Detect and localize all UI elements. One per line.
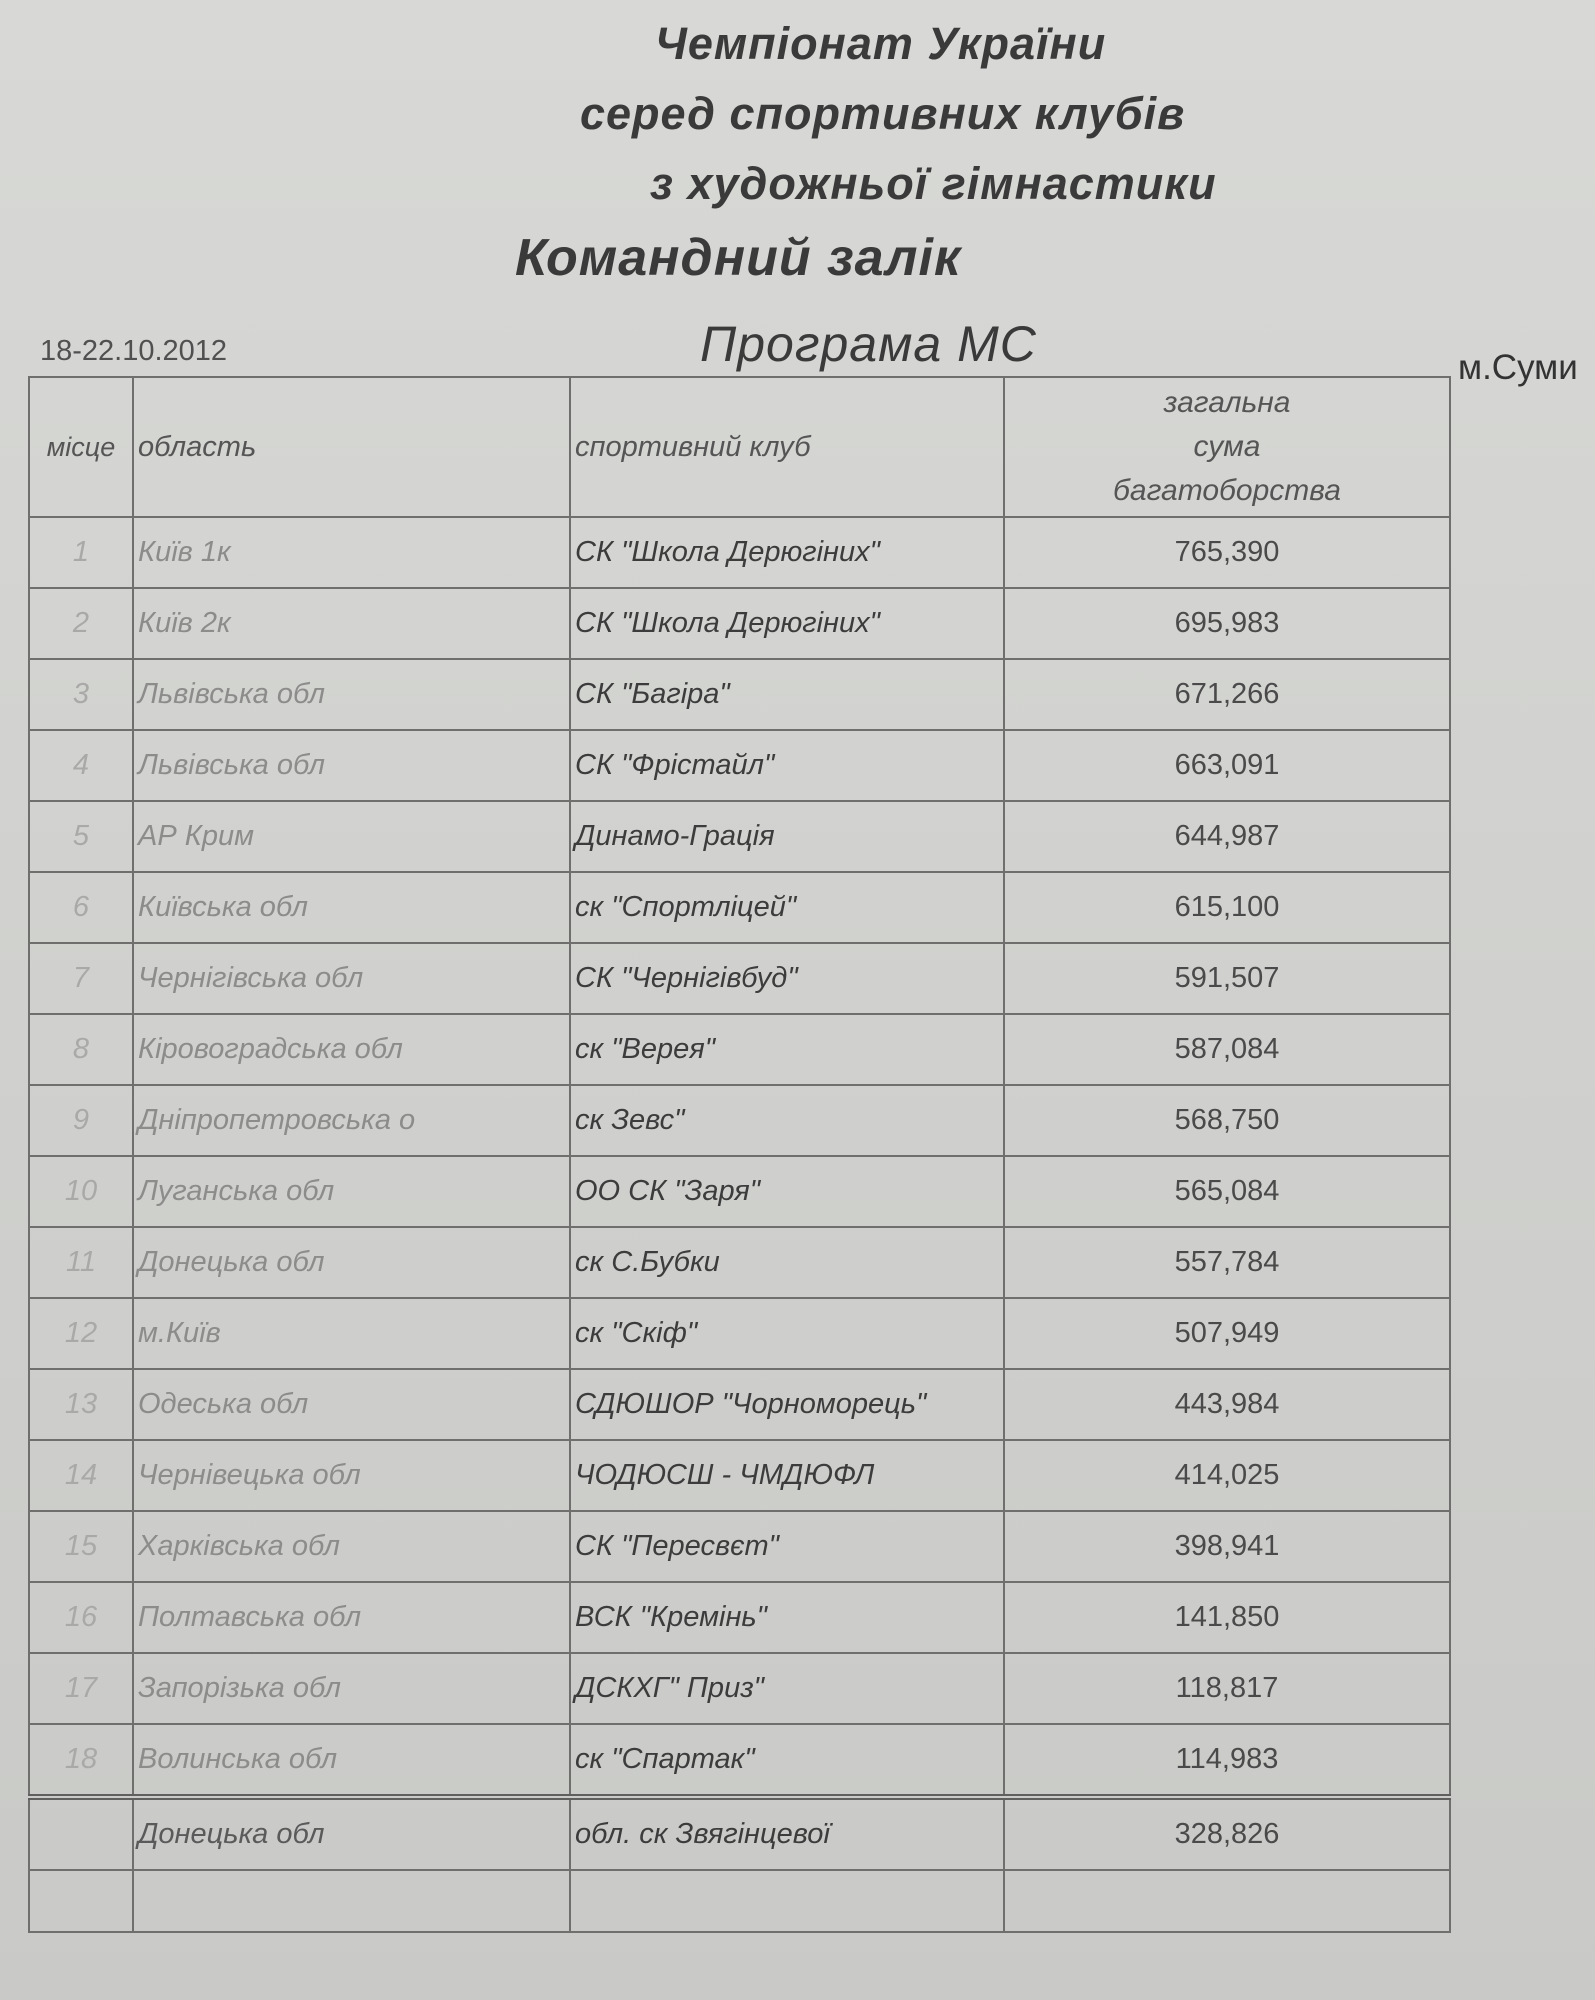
table-row: [29, 1582, 1450, 1653]
cell-score: 591,507: [1004, 943, 1450, 1014]
cell-club: ск "Верея": [570, 1014, 1004, 1085]
extra-score: 328,826: [1004, 1797, 1450, 1870]
table-row: [29, 659, 1450, 730]
cell-place: 15: [29, 1511, 133, 1582]
table-row: [29, 730, 1450, 801]
column-header-region: область: [133, 377, 570, 517]
cell-club: ск "Спортліцей": [570, 872, 1004, 943]
table-row: [29, 1227, 1450, 1298]
cell-club: СК "Багіра": [570, 659, 1004, 730]
extra-place: [29, 1797, 133, 1870]
cell-region: АР Крим: [133, 801, 570, 872]
cell-region: Луганська обл: [133, 1156, 570, 1227]
results-table: [28, 376, 1451, 1933]
cell-score: 663,091: [1004, 730, 1450, 801]
cell-score: 565,084: [1004, 1156, 1450, 1227]
score-header-line2: сума: [1193, 430, 1261, 463]
cell-club: СК "Пересвєт": [570, 1511, 1004, 1582]
table-row: [29, 588, 1450, 659]
cell-score: 114,983: [1004, 1724, 1450, 1797]
table-row: [29, 1085, 1450, 1156]
cell-region: Полтавська обл: [133, 1582, 570, 1653]
cell-place: 5: [29, 801, 133, 872]
cell-place: 10: [29, 1156, 133, 1227]
cell-place: 13: [29, 1369, 133, 1440]
table-row: [29, 1724, 1450, 1797]
cell-score: 671,266: [1004, 659, 1450, 730]
event-date: 18-22.10.2012: [40, 335, 228, 367]
table-row: [29, 801, 1450, 872]
cell-club: ВСК "Кремінь": [570, 1582, 1004, 1653]
cell-place: 18: [29, 1724, 133, 1797]
cell-score: 765,390: [1004, 517, 1450, 588]
table-row: [29, 1653, 1450, 1724]
cell-score: 615,100: [1004, 872, 1450, 943]
championship-title: Чемпіонат України: [655, 18, 1107, 69]
cell-place: 8: [29, 1014, 133, 1085]
cell-score: 557,784: [1004, 1227, 1450, 1298]
cell-score: 587,084: [1004, 1014, 1450, 1085]
cell-club: ск С.Бубки: [570, 1227, 1004, 1298]
cell-score: 118,817: [1004, 1653, 1450, 1724]
cell-score: 644,987: [1004, 801, 1450, 872]
cell-club: СК "Чернігівбуд": [570, 943, 1004, 1014]
table-row: [29, 1014, 1450, 1085]
table-row: [29, 1369, 1450, 1440]
table-row-empty: [29, 1870, 1450, 1932]
cell-score: 695,983: [1004, 588, 1450, 659]
cell-score: 443,984: [1004, 1369, 1450, 1440]
column-header-club: спортивний клуб: [570, 377, 1004, 517]
cell-place: 4: [29, 730, 133, 801]
empty-cell: [570, 1870, 1004, 1932]
cell-club: СК "Школа Дерюгіних": [570, 517, 1004, 588]
cell-score: 398,941: [1004, 1511, 1450, 1582]
cell-club: СК "Фрістайл": [570, 730, 1004, 801]
table-header-row: [29, 377, 1450, 517]
table-row: [29, 1156, 1450, 1227]
table-row-extra: [29, 1797, 1450, 1870]
table-row: [29, 1511, 1450, 1582]
empty-cell: [29, 1870, 133, 1932]
cell-region: Кіровоградська обл: [133, 1014, 570, 1085]
cell-region: Київська обл: [133, 872, 570, 943]
cell-score: 141,850: [1004, 1582, 1450, 1653]
extra-region: Донецька обл: [133, 1797, 570, 1870]
cell-region: Львівська обл: [133, 730, 570, 801]
column-header-place: місце: [29, 377, 133, 517]
table-row: [29, 1440, 1450, 1511]
extra-club: обл. ск Звягінцевої: [570, 1797, 1004, 1870]
table-row: [29, 1298, 1450, 1369]
table-row: [29, 872, 1450, 943]
cell-region: Київ 1к: [133, 517, 570, 588]
cell-club: ЧОДЮСШ - ЧМДЮФЛ: [570, 1440, 1004, 1511]
cell-club: СДЮШОР "Чорноморець": [570, 1369, 1004, 1440]
cell-region: Київ 2к: [133, 588, 570, 659]
cell-region: Львівська обл: [133, 659, 570, 730]
cell-place: 12: [29, 1298, 133, 1369]
cell-place: 7: [29, 943, 133, 1014]
cell-region: Донецька обл: [133, 1227, 570, 1298]
cell-club: ДСКХГ" Приз": [570, 1653, 1004, 1724]
cell-region: м.Київ: [133, 1298, 570, 1369]
cell-region: Дніпропетровська о: [133, 1085, 570, 1156]
cell-club: Динамо-Грація: [570, 801, 1004, 872]
cell-place: 9: [29, 1085, 133, 1156]
cell-club: СК "Школа Дерюгіних": [570, 588, 1004, 659]
score-header-line1: загальна: [1163, 386, 1291, 419]
cell-region: Харківська обл: [133, 1511, 570, 1582]
table-row: [29, 943, 1450, 1014]
score-header-line3: багатоборства: [1113, 474, 1341, 507]
cell-place: 3: [29, 659, 133, 730]
cell-place: 2: [29, 588, 133, 659]
cell-place: 1: [29, 517, 133, 588]
cell-place: 6: [29, 872, 133, 943]
event-city: м.Суми: [1458, 348, 1578, 387]
subtitle-clubs: серед спортивних клубів: [580, 88, 1186, 139]
cell-place: 16: [29, 1582, 133, 1653]
cell-region: Чернівецька обл: [133, 1440, 570, 1511]
cell-score: 507,949: [1004, 1298, 1450, 1369]
column-header-score: [1004, 377, 1450, 517]
cell-region: Волинська обл: [133, 1724, 570, 1797]
cell-place: 11: [29, 1227, 133, 1298]
empty-cell: [133, 1870, 570, 1932]
empty-cell: [1004, 1870, 1450, 1932]
cell-club: ск "Скіф": [570, 1298, 1004, 1369]
team-standings-title: Командний залік: [515, 229, 962, 287]
cell-club: ОО СК "Заря": [570, 1156, 1004, 1227]
cell-region: Чернігівська обл: [133, 943, 570, 1014]
cell-region: Одеська обл: [133, 1369, 570, 1440]
cell-club: ск Зевс": [570, 1085, 1004, 1156]
subtitle-discipline: з художньої гімнастики: [650, 158, 1217, 209]
cell-score: 414,025: [1004, 1440, 1450, 1511]
cell-place: 17: [29, 1653, 133, 1724]
cell-place: 14: [29, 1440, 133, 1511]
cell-score: 568,750: [1004, 1085, 1450, 1156]
cell-region: Запорізька обл: [133, 1653, 570, 1724]
program-title: Програма МС: [700, 316, 1037, 372]
table-row: [29, 517, 1450, 588]
results-body: [29, 517, 1450, 1932]
cell-club: ск "Спартак": [570, 1724, 1004, 1797]
